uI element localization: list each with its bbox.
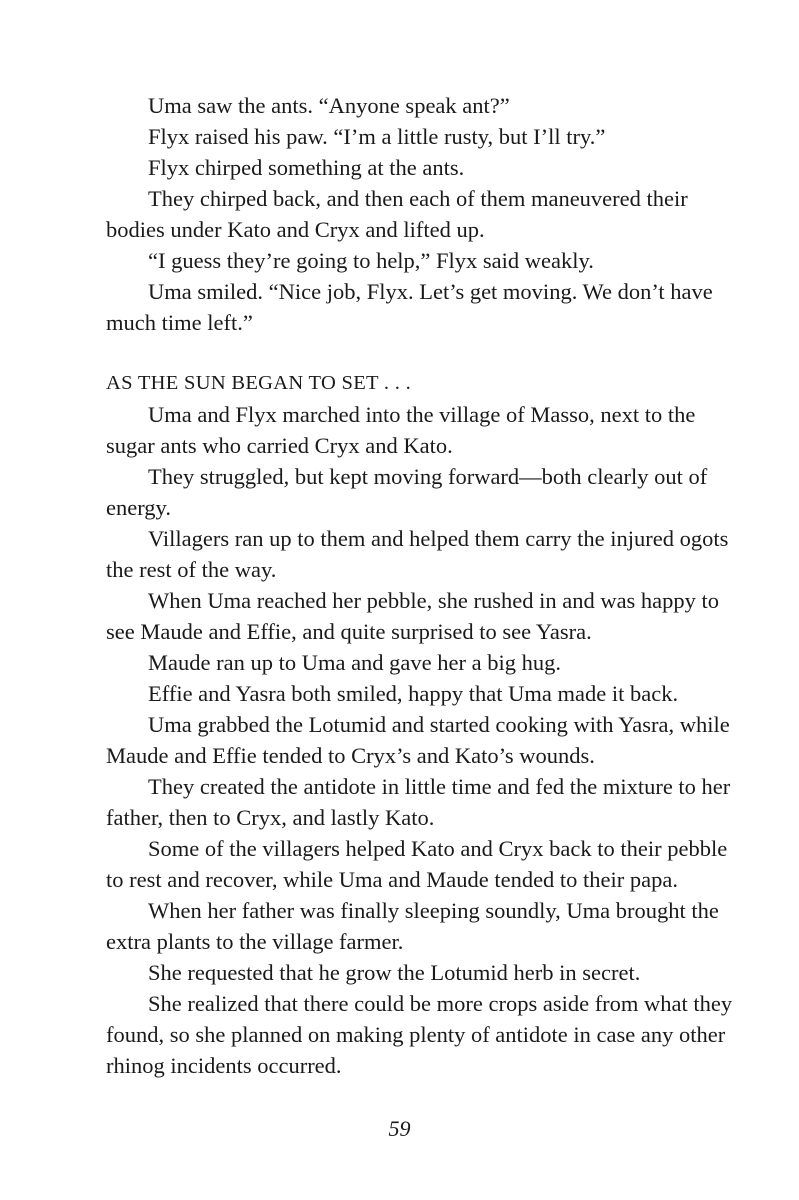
paragraph: Uma smiled. “Nice job, Flyx. Let’s get moving. We don’t have much time left.” — [106, 279, 713, 335]
paragraph: Uma grabbed the Lotumid and started cooking with Yasra, while Maude and Effie tended to Cryx’s and Kato’s wounds. — [106, 712, 730, 768]
paragraph: Effie and Yasra both smiled, happy that Uma made it back. — [148, 681, 679, 706]
paragraph: Flyx raised his paw. “I’m a little rusty, but I’ll try.” — [148, 124, 606, 149]
paragraph: She requested that he grow the Lotumid herb in secret. — [148, 960, 641, 985]
paragraph: Maude ran up to Uma and gave her a big hug. — [148, 650, 561, 675]
paragraph: Some of the villagers helped Kato and Cryx back to their pebble to rest and recover, while Uma and Maude tended to their papa. — [106, 836, 728, 892]
section-heading: AS THE SUN BEGAN TO SET . . . — [106, 372, 412, 394]
book-page-body — [106, 90, 736, 1081]
paragraph: They chirped back, and then each of them maneuvered their bodies under Kato and Cryx and lifted up. — [106, 186, 688, 242]
paragraph: When Uma reached her pebble, she rushed in and was happy to see Maude and Effie, and quite surprised to see Yasra. — [106, 588, 720, 644]
paragraph: Flyx chirped something at the ants. — [148, 155, 465, 180]
paragraph: Villagers ran up to them and helped them carry the injured ogots the rest of the way. — [106, 526, 729, 582]
paragraph: She realized that there could be more crops aside from what they found, so she planned on making plenty of antidote in case any other rhinog incidents occurred. — [106, 991, 733, 1078]
paragraph: They struggled, but kept moving forward—both clearly out of energy. — [106, 464, 708, 520]
page-number: 59 — [388, 1116, 411, 1141]
paragraph: Uma and Flyx marched into the village of Masso, next to the sugar ants who carried Cryx and Kato. — [106, 402, 696, 458]
paragraph: When her father was finally sleeping soundly, Uma brought the extra plants to the village farmer. — [106, 898, 719, 954]
paragraph: They created the antidote in little time and fed the mixture to her father, then to Cryx, and lastly Kato. — [106, 774, 731, 830]
paragraph: “I guess they’re going to help,” Flyx said weakly. — [148, 248, 594, 273]
paragraph: Uma saw the ants. “Anyone speak ant?” — [148, 93, 510, 118]
